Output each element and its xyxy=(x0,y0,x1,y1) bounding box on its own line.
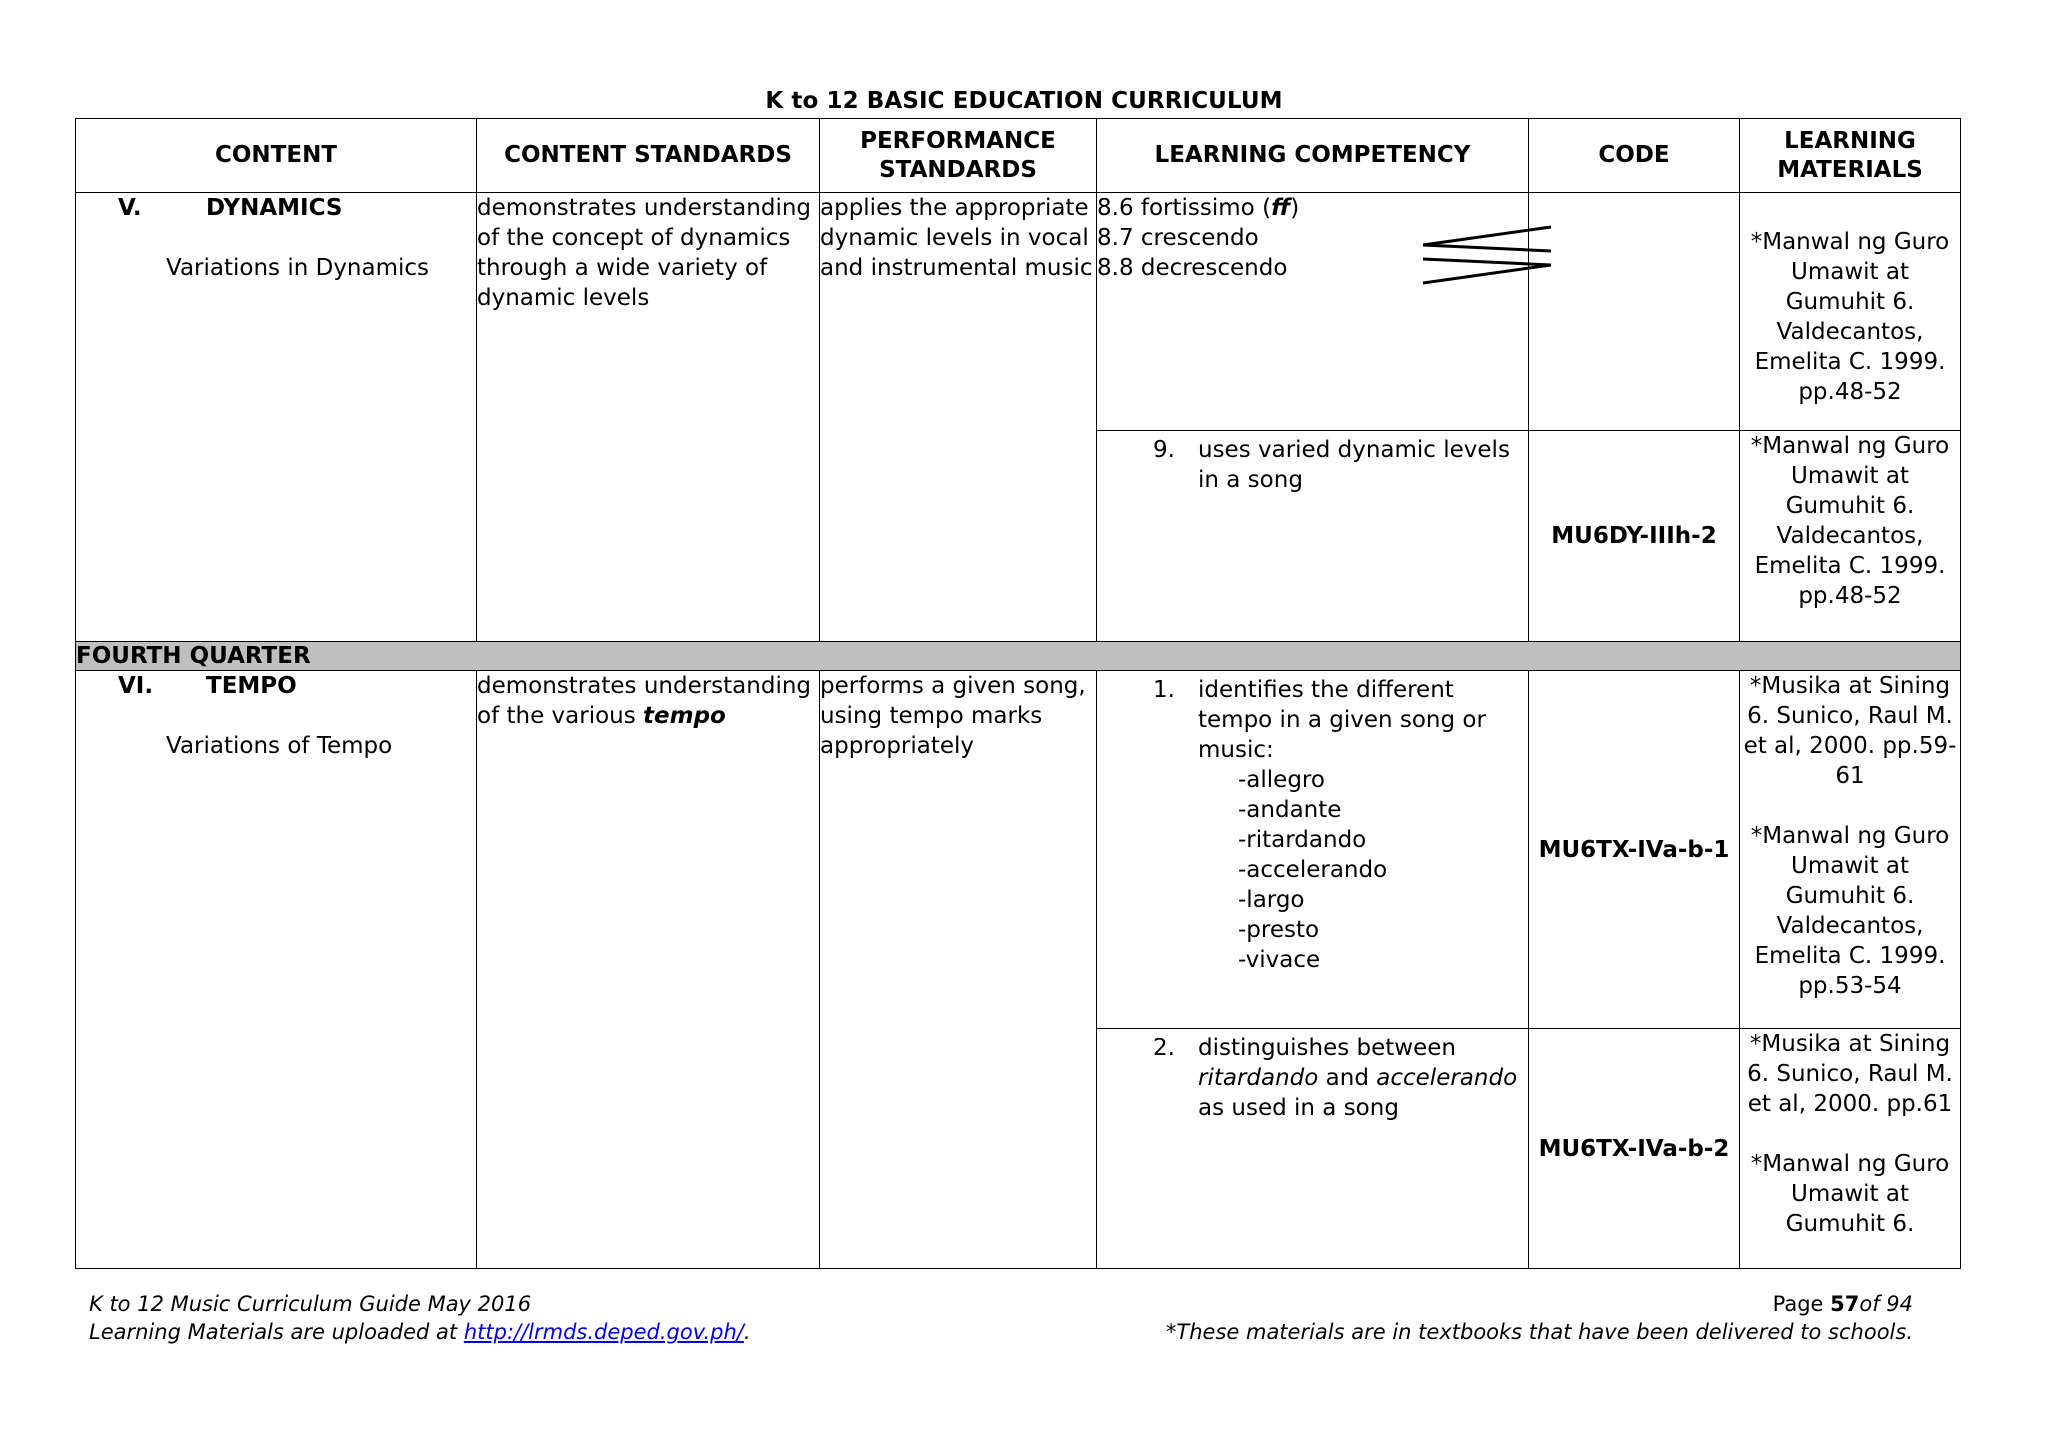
ff-open-paren: ( xyxy=(1262,195,1272,221)
page-number xyxy=(1166,1290,1913,1318)
competency-number: 1. xyxy=(1153,677,1175,703)
dynamics-content-cell xyxy=(76,193,477,642)
ff-mark: ff xyxy=(1271,195,1291,221)
list-item: 8.8 decrescendo xyxy=(1097,255,1288,281)
list-item: -accelerando xyxy=(1238,857,1388,883)
footer-upload-note xyxy=(89,1318,751,1346)
tempo-content-standard xyxy=(477,671,820,1269)
curriculum-table xyxy=(75,118,1961,1269)
competency-text: uses varied dynamic levels in a song xyxy=(1198,437,1510,493)
dynamics-performance-standard: applies the appropriate dynamic levels in vocal and instrumental music xyxy=(820,193,1097,642)
page-of: of 94 xyxy=(1859,1292,1913,1316)
footer-guide: K to 12 Music Curriculum Guide May 2016 xyxy=(89,1292,532,1316)
ff-close-paren: ) xyxy=(1290,195,1300,221)
material-entry: *Manwal ng Guro Umawit at Gumuhit 6. Valdecantos, Emelita C. 1999. pp.53-54 xyxy=(1750,823,1950,999)
footer-right xyxy=(1166,1290,1913,1346)
list-item: 8.7 crescendo xyxy=(1097,225,1259,251)
list-item: -allegro xyxy=(1238,767,1325,793)
tempo-code-2: MU6TX-IVa-b-2 xyxy=(1529,1029,1740,1269)
tempo-item-list xyxy=(1198,765,1518,975)
document-title: K to 12 BASIC EDUCATION CURRICULUM xyxy=(765,88,1283,114)
quarter-label: FOURTH QUARTER xyxy=(76,642,1961,671)
dynamics-code-1 xyxy=(1529,193,1740,431)
tempo-code-1: MU6TX-IVa-b-1 xyxy=(1529,671,1740,1029)
crescendo-decrescendo-hairpins-icon xyxy=(1421,221,1556,291)
footer-textbook-note: *These materials are in textbooks that have been delivered to schools. xyxy=(1165,1320,1913,1344)
dynamics-competency-2 xyxy=(1097,431,1529,642)
header-content: CONTENT xyxy=(76,119,477,193)
list-item: -presto xyxy=(1238,917,1320,943)
competency-text: identifies the different tempo in a given song or music: xyxy=(1198,677,1486,763)
tempo-performance-standard: performs a given song, using tempo marks appropriately xyxy=(820,671,1097,1269)
list-item: -ritardando xyxy=(1238,827,1367,853)
tempo-subtitle: Variations of Tempo xyxy=(166,733,393,759)
dynamics-numeral: V. xyxy=(118,195,142,221)
list-item: -largo xyxy=(1238,887,1305,913)
material-entry: *Manwal ng Guro Umawit at Gumuhit 6. xyxy=(1750,1151,1950,1237)
fortissimo-label: 8.6 fortissimo xyxy=(1097,195,1263,221)
material-entry: *Musika at Sining 6. Sunico, Raul M. et al, 2000. pp.61 xyxy=(1747,1031,1953,1117)
header-learning-materials: LEARNING MATERIALS xyxy=(1740,119,1961,193)
tempo-materials-1 xyxy=(1740,671,1961,1029)
table-row xyxy=(76,193,1961,431)
quarter-row xyxy=(76,642,1961,671)
tempo-competency-1 xyxy=(1097,671,1529,1029)
upload-suffix: . xyxy=(743,1320,751,1344)
ritardando-term: ritardando xyxy=(1198,1065,1319,1091)
dynamics-subtitle: Variations in Dynamics xyxy=(166,255,430,281)
list-item: -andante xyxy=(1238,797,1342,823)
competency-text-part: distinguishes between xyxy=(1198,1035,1456,1061)
header-code: CODE xyxy=(1529,119,1740,193)
table-row xyxy=(76,671,1961,1029)
competency-number: 9. xyxy=(1153,437,1175,463)
tempo-content-cell xyxy=(76,671,477,1269)
tempo-numeral: VI. xyxy=(118,673,154,699)
dynamics-materials-1: *Manwal ng Guro Umawit at Gumuhit 6. Valdecantos, Emelita C. 1999. pp.48-52 xyxy=(1740,193,1961,431)
page-num: 57 xyxy=(1830,1292,1860,1316)
competency-text xyxy=(1198,1033,1518,1123)
material-entry: *Musika at Sining 6. Sunico, Raul M. et al, 2000. pp.59-61 xyxy=(1743,673,1957,789)
tempo-competency-2 xyxy=(1097,1029,1529,1269)
dynamics-title: DYNAMICS xyxy=(206,195,343,221)
page-word: Page xyxy=(1772,1292,1831,1316)
list-item: -vivace xyxy=(1238,947,1321,973)
tempo-term: tempo xyxy=(643,703,726,729)
footer-left xyxy=(89,1290,751,1346)
upload-text: Learning Materials are uploaded at xyxy=(89,1320,464,1344)
competency-text-part: and xyxy=(1318,1065,1377,1091)
dynamics-competency-1 xyxy=(1097,193,1529,431)
competency-number: 2. xyxy=(1153,1035,1175,1061)
dynamics-code-2: MU6DY-IIIh-2 xyxy=(1529,431,1740,642)
list-item xyxy=(1097,193,1528,223)
dynamics-materials-2: *Manwal ng Guro Umawit at Gumuhit 6. Valdecantos, Emelita C. 1999. pp.48-52 xyxy=(1740,431,1961,642)
dynamics-content-standard: demonstrates understanding of the concept of dynamics through a wide variety of dynamic levels xyxy=(477,193,820,642)
competency-text-part: as used in a song xyxy=(1198,1095,1399,1121)
header-content-standards: CONTENT STANDARDS xyxy=(477,119,820,193)
header-performance-standards: PERFORMANCE STANDARDS xyxy=(820,119,1097,193)
accelerando-term: accelerando xyxy=(1376,1065,1518,1091)
lrmds-link[interactable]: http://lrmds.deped.gov.ph/ xyxy=(463,1320,744,1344)
header-learning-competency: LEARNING COMPETENCY xyxy=(1097,119,1529,193)
tempo-title: TEMPO xyxy=(206,673,297,699)
header-row xyxy=(76,119,1961,193)
tempo-materials-2 xyxy=(1740,1029,1961,1269)
content-standard-text: demonstrates understanding of the various xyxy=(477,673,812,729)
